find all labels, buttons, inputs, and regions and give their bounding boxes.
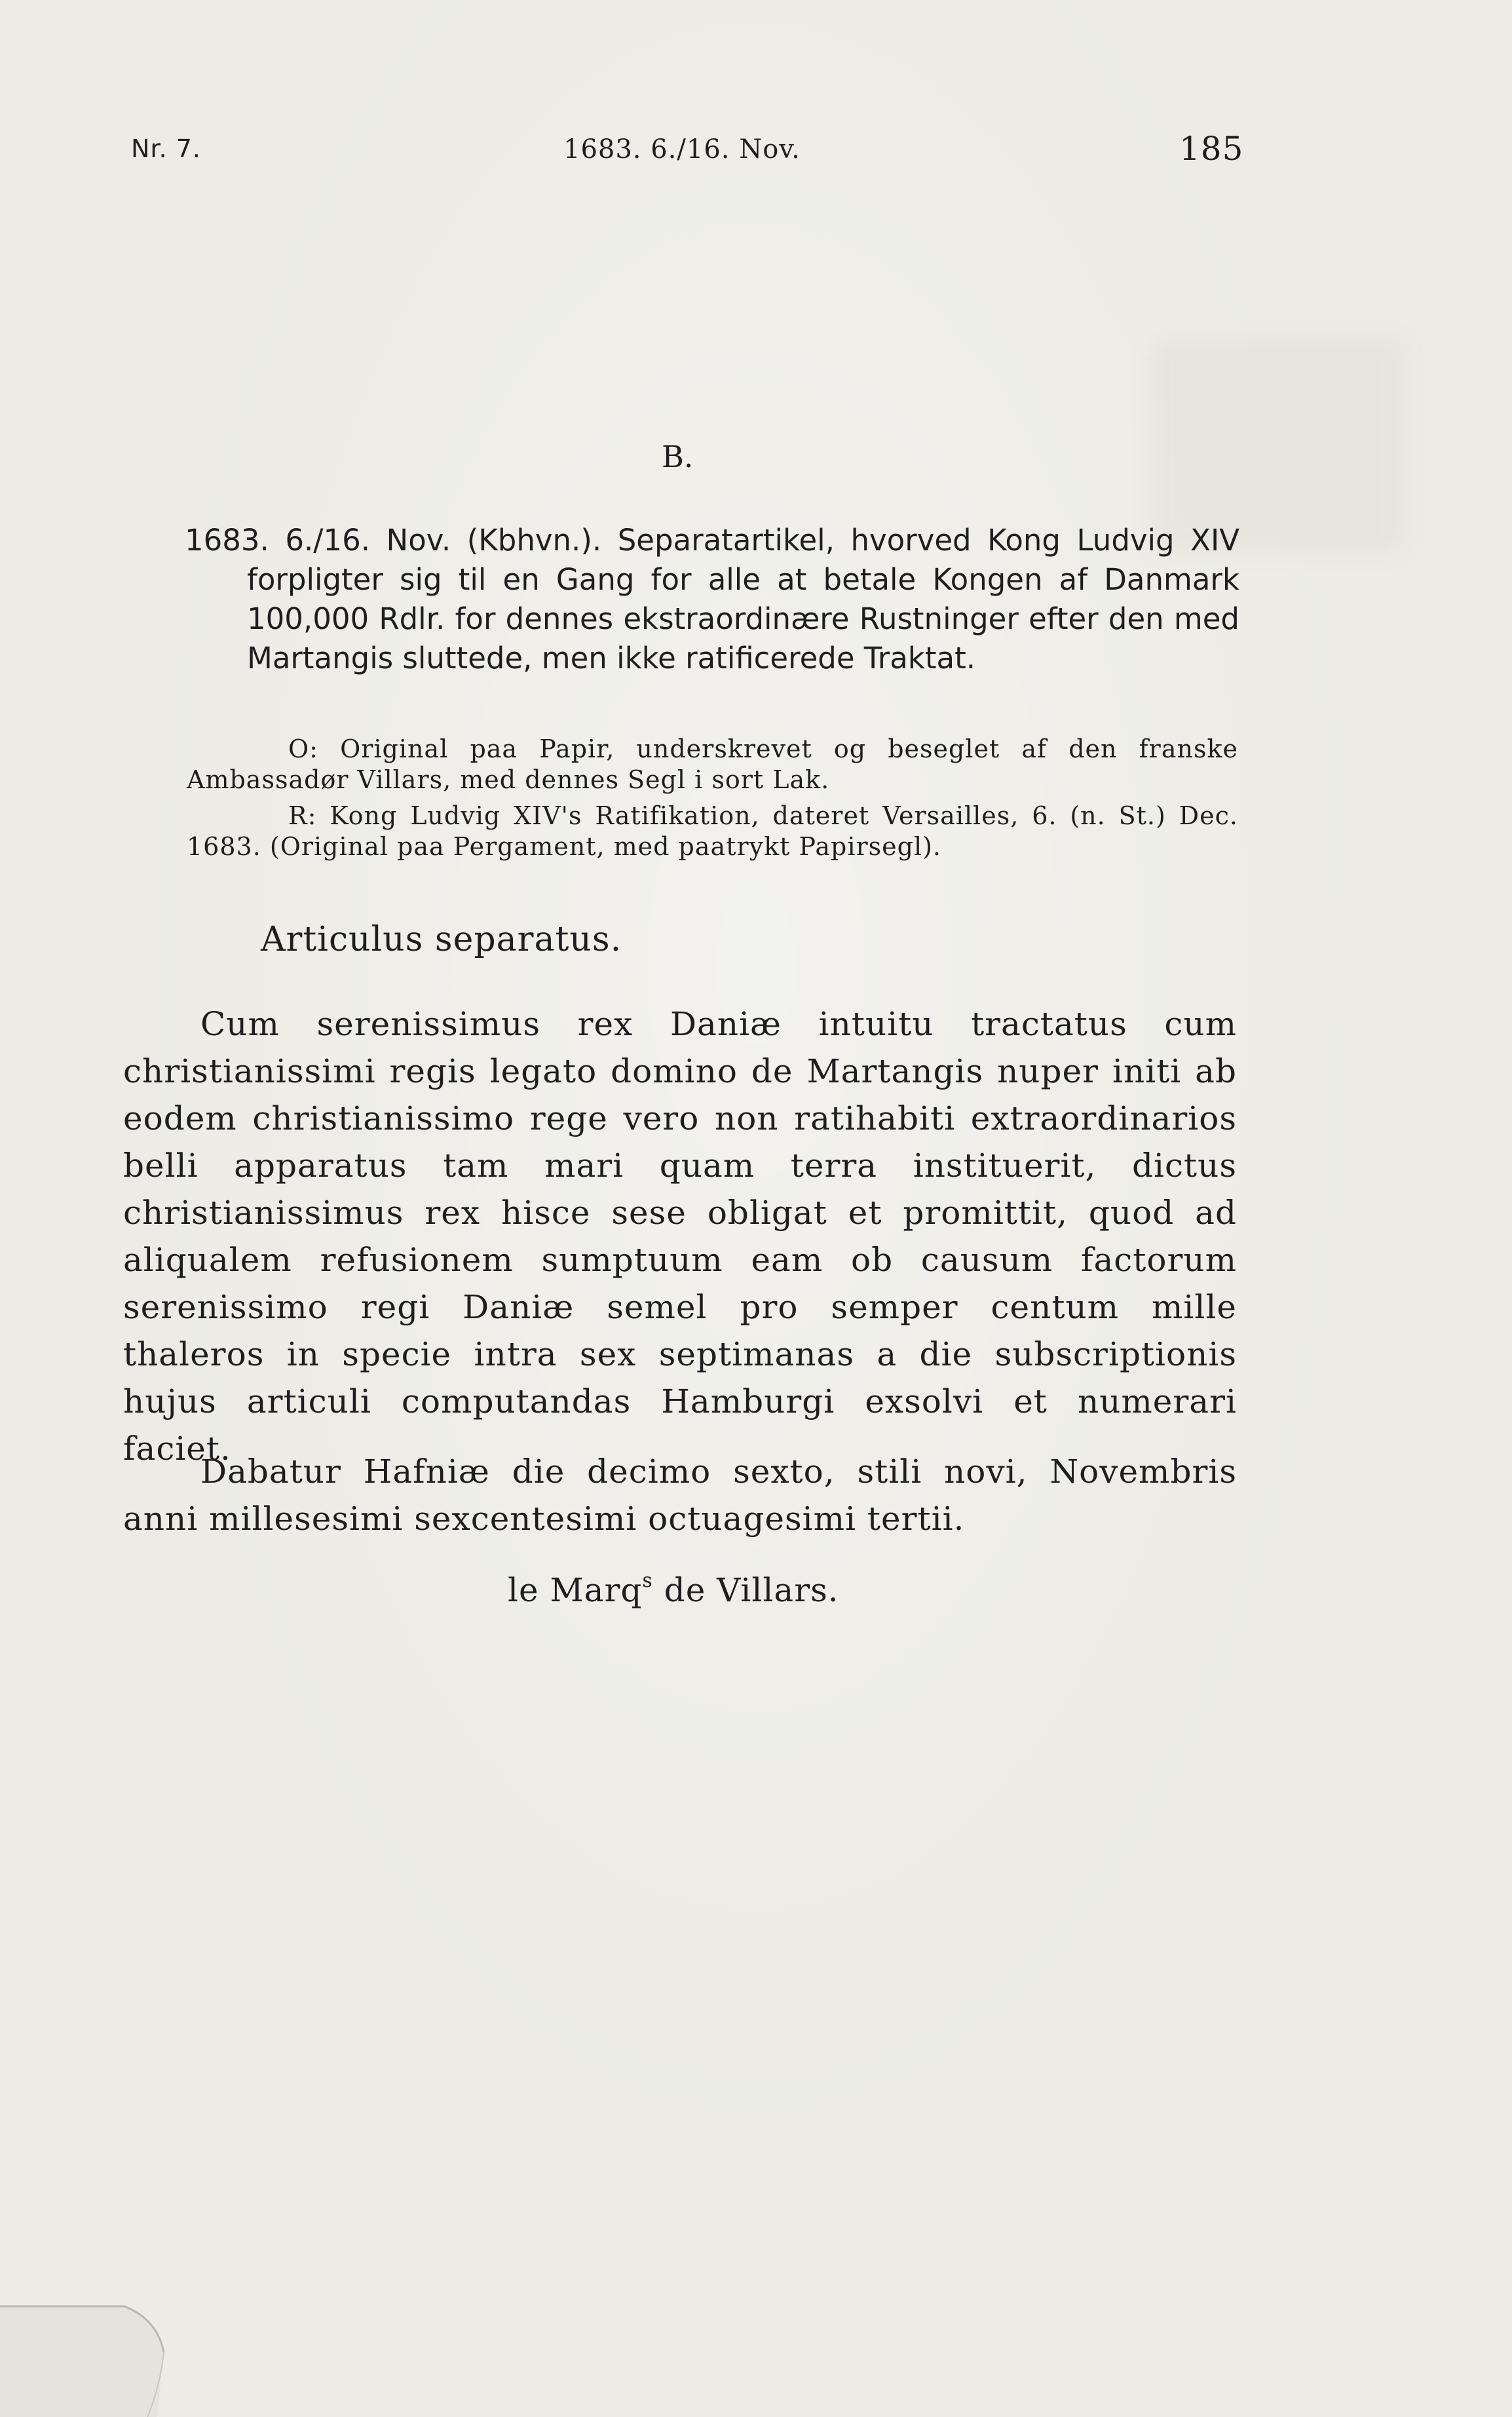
signature-prefix: le Marq <box>508 1571 643 1609</box>
show-through-shadow <box>1153 341 1402 550</box>
page-corner-fold <box>0 2280 183 2417</box>
signature <box>508 1569 839 1609</box>
section-letter: B. <box>662 439 694 474</box>
document-summary <box>185 521 1239 678</box>
latin-dating-clause <box>123 1448 1237 1542</box>
header-number: Nr. 7. <box>131 134 201 163</box>
article-title: Articulus separatus. <box>261 920 622 959</box>
signature-suffix: de Villars. <box>652 1571 839 1609</box>
latin-body <box>123 1000 1237 1472</box>
signature-superscript: s <box>642 1569 653 1592</box>
source-note-original <box>187 734 1238 795</box>
page-number: 185 <box>1179 130 1244 168</box>
header-date: 1683. 6./16. Nov. <box>563 134 801 164</box>
latin-body-text: Cum serenissimus rex Daniæ intuitu tractatus cum christianissimi regis legato domino de Martangis nuper initi ab eodem christianissimo rege vero non ratihabiti extraordinarios belli apparatus tam mari quam terra instituerit, dictus christianissimus rex hisce sese obligat et promittit, quod ad aliqualem refusionem sumptuum eam ob causum factorum serenissimo regi Daniæ semel pro semper centum mille thaleros in specie intra sex septimanas a die subscriptionis hujus articuli computandas Hamburgi exsolvi et numerari faciet. <box>123 1005 1237 1468</box>
summary-text: 1683. 6./16. Nov. (Kbhvn.). Separatartikel, hvorved Kong Ludvig XIV forpligter sig til en Gang for alle at betale Kongen af Danmark 100,000 Rdlr. for dennes ekstraordinære Rustninger efter den med Martangis sluttede, men ikke ratificerede Traktat. <box>185 523 1239 676</box>
latin-date-text: Dabatur Hafniæ die decimo sexto, stili novi, Novembris anni millesesimi sexcentesimi octuagesimi tertii. <box>123 1453 1237 1538</box>
source-note-ratification <box>187 801 1238 862</box>
note-r-text: R: Kong Ludvig XIV's Ratifikation, dateret Versailles, 6. (n. St.) Dec. 1683. (Original paa Pergament, med paatrykt Papirsegl). <box>187 801 1238 861</box>
note-o-text: O: Original paa Papir, underskrevet og beseglet af den franske Ambassadør Villars, med dennes Segl i sort Lak. <box>187 734 1238 794</box>
